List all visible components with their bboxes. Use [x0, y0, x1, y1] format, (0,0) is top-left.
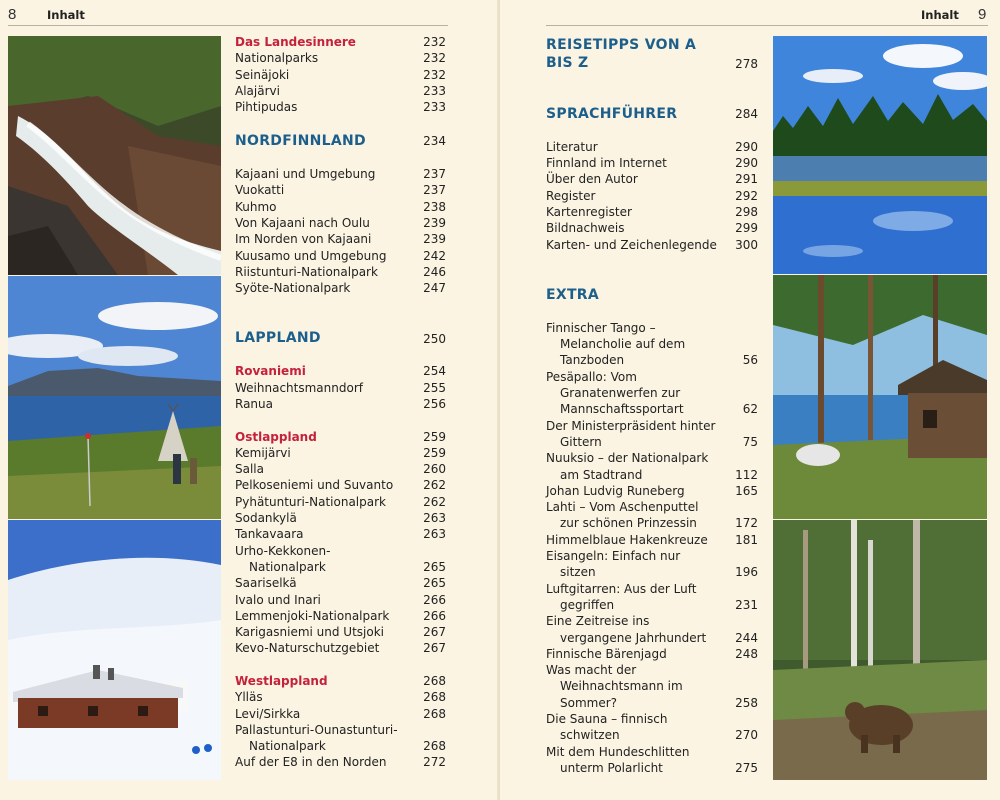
toc-subsection-heading — [235, 673, 446, 689]
toc-title: Alajärvi — [235, 83, 280, 98]
toc-title: Über den Autor — [546, 172, 638, 187]
toc-title: Im Norden von Kajaani — [235, 232, 372, 247]
toc-spacer — [235, 296, 446, 329]
toc-page-number: 172 — [735, 516, 758, 531]
toc-entry — [235, 380, 446, 396]
toc-title: Ostlappland — [235, 429, 317, 444]
toc-entry — [546, 320, 758, 369]
toc-page-number: 232 — [423, 67, 446, 82]
toc-entry — [235, 248, 446, 264]
toc-title: Pesäpallo: Vom Granatenwerfen zur Mannschaftssportart — [546, 369, 684, 417]
toc-entry — [546, 237, 758, 253]
toc-page-number: 234 — [423, 134, 446, 149]
winter-cabin-photo — [8, 520, 221, 780]
toc-page-number: 298 — [735, 205, 758, 220]
toc-title: Tankavaara — [235, 527, 304, 542]
toc-left — [235, 34, 446, 771]
toc-title: Das Landesinnere — [235, 35, 356, 49]
toc-title: REISETIPPS VON A BIS Z — [546, 37, 697, 71]
toc-entry — [235, 706, 446, 722]
toc-entry — [235, 477, 446, 493]
toc-entry — [235, 396, 446, 412]
toc-title: Kemijärvi — [235, 445, 291, 460]
toc-section-heading — [235, 132, 446, 150]
toc-page-number: 246 — [423, 264, 446, 279]
toc-page-number: 268 — [423, 690, 446, 705]
toc-page-number: 267 — [423, 641, 446, 656]
toc-page-number: 181 — [735, 532, 758, 547]
toc-title: Pyhätunturi-Nationalpark — [235, 494, 386, 509]
toc-entry — [546, 613, 758, 646]
right-page-number: 9 — [978, 6, 987, 23]
toc-title: Kuhmo — [235, 199, 277, 214]
toc-title: Seinäjoki — [235, 67, 290, 82]
toc-title: Himmelblaue Hakenkreuze — [546, 532, 708, 547]
toc-title: Literatur — [546, 139, 598, 154]
toc-title: Karigasniemi und Utsjoki — [235, 625, 385, 640]
toc-title: Lahti – Vom Aschenputtel zur schönen Prinzessin — [546, 500, 699, 531]
toc-entry — [235, 575, 446, 591]
toc-page-number: 242 — [423, 248, 446, 263]
toc-page-number: 254 — [423, 364, 446, 379]
right-running-head: Inhalt — [921, 8, 959, 22]
toc-page-number: 259 — [423, 429, 446, 444]
toc-title: Pihtipudas — [235, 100, 298, 115]
toc-subsection-heading — [235, 34, 446, 50]
toc-right — [546, 36, 758, 776]
toc-spacer — [546, 72, 758, 105]
toc-entry — [546, 548, 758, 581]
toc-page-number: 250 — [423, 331, 446, 346]
toc-page-number: 290 — [735, 139, 758, 154]
toc-title: Von Kajaani nach Oulu — [235, 215, 370, 230]
toc-entry — [235, 215, 446, 231]
toc-entry — [235, 231, 446, 247]
toc-entry — [546, 204, 758, 220]
toc-title: Weihnachtsmanndorf — [235, 380, 363, 395]
toc-entry — [235, 83, 446, 99]
toc-title: Mit dem Hundeschlitten unterm Polarlicht — [546, 744, 690, 775]
toc-entry — [235, 624, 446, 640]
toc-page-number: 275 — [735, 760, 758, 775]
left-running-head: Inhalt — [47, 8, 85, 22]
left-header-rule — [8, 25, 448, 26]
toc-entry — [546, 646, 758, 662]
lake-tipi-photo — [8, 276, 221, 519]
toc-page-number: 56 — [742, 353, 758, 368]
toc-title: Urho-Kekkonen-Nationalpark — [235, 543, 331, 574]
toc-title: Johan Ludvig Runeberg — [546, 483, 685, 498]
toc-title: Eine Zeitreise ins vergangene Jahrhundert — [546, 614, 707, 645]
toc-spacer — [235, 347, 446, 363]
toc-page-number: 233 — [423, 100, 446, 115]
toc-page-number: 268 — [423, 673, 446, 688]
toc-entry — [235, 494, 446, 510]
toc-title: Kajaani und Umgebung — [235, 167, 376, 182]
toc-page-number: 299 — [735, 221, 758, 236]
toc-page-number: 284 — [735, 107, 758, 122]
toc-page-number: 232 — [423, 51, 446, 66]
toc-page-number: 266 — [423, 592, 446, 607]
toc-page-number: 232 — [423, 35, 446, 49]
toc-page-number: 256 — [423, 396, 446, 411]
toc-title: Ylläs — [235, 690, 263, 705]
toc-title: LAPPLAND — [235, 330, 321, 347]
toc-entry — [546, 662, 758, 711]
toc-page-number: 272 — [423, 755, 446, 770]
toc-entry — [546, 139, 758, 155]
toc-entry — [235, 543, 446, 576]
toc-page-number: 165 — [735, 483, 758, 498]
toc-section-heading — [546, 105, 758, 123]
toc-title: Syöte-Nationalpark — [235, 281, 351, 296]
toc-title: NORDFINNLAND — [235, 132, 366, 149]
toc-page-number: 263 — [423, 527, 446, 542]
toc-spacer — [235, 150, 446, 166]
toc-page-number: 267 — [423, 625, 446, 640]
toc-entry — [235, 166, 446, 182]
toc-title: Register — [546, 188, 596, 203]
toc-title: Sodankylä — [235, 511, 297, 526]
toc-entry — [235, 526, 446, 542]
toc-section-heading — [546, 286, 758, 304]
toc-entry — [546, 155, 758, 171]
toc-entry — [546, 711, 758, 744]
toc-page-number: 239 — [423, 232, 446, 247]
toc-page-number: 238 — [423, 199, 446, 214]
toc-title: Karten- und Zeichenlegende — [546, 237, 717, 252]
toc-page-number: 300 — [735, 237, 758, 252]
toc-entry — [546, 450, 758, 483]
toc-title: Kartenregister — [546, 205, 632, 220]
toc-title: Vuokatti — [235, 183, 285, 198]
toc-page-number: 263 — [423, 511, 446, 526]
toc-spacer — [546, 304, 758, 320]
toc-entry — [546, 581, 758, 614]
toc-entry — [546, 744, 758, 777]
toc-entry — [235, 722, 446, 755]
toc-page-number: 270 — [735, 728, 758, 743]
toc-page-number: 290 — [735, 156, 758, 171]
right-header-rule — [546, 25, 988, 26]
toc-entry — [546, 499, 758, 532]
right-page — [500, 0, 1000, 800]
toc-spacer — [235, 657, 446, 673]
toc-entry — [235, 50, 446, 66]
toc-page-number: 262 — [423, 494, 446, 509]
toc-page-number: 237 — [423, 167, 446, 182]
toc-entry — [235, 754, 446, 770]
toc-page-number: 75 — [742, 434, 758, 449]
toc-entry — [546, 532, 758, 548]
toc-page-number: 291 — [735, 172, 758, 187]
toc-entry — [235, 280, 446, 296]
waterfall-photo — [8, 36, 221, 275]
toc-subsection-heading — [235, 363, 446, 379]
toc-title: Levi/Sirkka — [235, 706, 301, 721]
toc-title: Salla — [235, 462, 264, 477]
toc-entry — [235, 182, 446, 198]
toc-title: Luftgitarren: Aus der Luft gegriffen — [546, 581, 697, 612]
toc-title: Ranua — [235, 396, 273, 411]
toc-title: Die Sauna – finnisch schwitzen — [546, 711, 668, 743]
toc-subsection-heading — [235, 429, 446, 445]
lakeside-cabin-photo — [773, 275, 987, 519]
forest-lake-photo — [773, 36, 987, 274]
toc-section-heading — [546, 36, 758, 72]
toc-title: Nationalparks — [235, 51, 319, 66]
toc-entry — [235, 67, 446, 83]
toc-entry — [235, 592, 446, 608]
toc-page-number: 62 — [742, 402, 758, 417]
toc-title: Finnischer Tango – Melancholie auf dem Tanzboden — [546, 320, 686, 368]
toc-entry — [235, 199, 446, 215]
toc-page-number: 265 — [423, 576, 446, 591]
toc-entry — [546, 171, 758, 187]
toc-page-number: 265 — [423, 559, 446, 574]
toc-title: Lemmenjoki-Nationalpark — [235, 608, 390, 623]
brown-bear-photo — [773, 520, 987, 780]
toc-title: Eisangeln: Einfach nur sitzen — [546, 549, 681, 580]
toc-section-heading — [235, 329, 446, 347]
toc-page-number: 233 — [423, 83, 446, 98]
toc-entry — [235, 608, 446, 624]
toc-title: Kuusamo und Umgebung — [235, 248, 387, 263]
toc-title: SPRACHFÜHRER — [546, 105, 678, 122]
toc-entry — [235, 461, 446, 477]
toc-title: Finnland im Internet — [546, 156, 667, 171]
toc-title: Riistunturi-Nationalpark — [235, 264, 378, 279]
toc-page-number: 237 — [423, 183, 446, 198]
toc-title: Pelkoseniemi und Suvanto — [235, 478, 394, 493]
toc-entry — [546, 418, 758, 451]
toc-title: Finnische Bärenjagd — [546, 646, 667, 661]
toc-entry — [235, 445, 446, 461]
toc-entry — [235, 99, 446, 115]
toc-page-number: 262 — [423, 478, 446, 493]
toc-title: Kevo-Naturschutzgebiet — [235, 641, 380, 656]
toc-entry — [235, 640, 446, 656]
toc-entry — [235, 510, 446, 526]
toc-page-number: 244 — [735, 630, 758, 645]
toc-page-number: 247 — [423, 281, 446, 296]
toc-spacer — [235, 115, 446, 131]
toc-title: Nuuksio – der Nationalpark am Stadtrand — [546, 451, 709, 482]
toc-page-number: 196 — [735, 565, 758, 580]
toc-page-number: 112 — [735, 467, 758, 482]
toc-title: Was macht der Weihnachtsmann im Sommer? — [546, 663, 683, 710]
toc-page-number: 231 — [735, 597, 758, 612]
toc-page-number: 255 — [423, 380, 446, 395]
toc-title: EXTRA — [546, 286, 600, 303]
toc-entry — [546, 369, 758, 418]
toc-title: Auf der E8 in den Norden — [235, 755, 387, 770]
toc-page-number: 268 — [423, 706, 446, 721]
toc-spacer — [546, 253, 758, 286]
toc-page-number: 266 — [423, 608, 446, 623]
toc-page-number: 268 — [423, 739, 446, 754]
toc-page-number: 259 — [423, 445, 446, 460]
toc-title: Rovaniemi — [235, 364, 306, 379]
toc-entry — [235, 264, 446, 280]
toc-page-number: 260 — [423, 462, 446, 477]
toc-title: Ivalo und Inari — [235, 592, 321, 607]
toc-page-number: 239 — [423, 215, 446, 230]
left-page-number: 8 — [8, 6, 17, 23]
toc-spacer — [235, 412, 446, 428]
toc-page-number: 278 — [735, 56, 758, 71]
toc-page-number: 292 — [735, 188, 758, 203]
toc-page-number: 258 — [735, 695, 758, 710]
toc-title: Saariselkä — [235, 576, 297, 591]
toc-title: Westlappland — [235, 673, 328, 688]
toc-spacer — [546, 123, 758, 139]
toc-entry — [235, 689, 446, 705]
toc-title: Pallastunturi-Ounastunturi-Nationalpark — [235, 722, 398, 754]
toc-entry — [546, 188, 758, 204]
toc-title: Der Ministerpräsident hinter Gittern — [546, 418, 716, 449]
toc-title: Bildnachweis — [546, 221, 625, 236]
toc-entry — [546, 483, 758, 499]
toc-page-number: 248 — [735, 646, 758, 661]
toc-entry — [546, 220, 758, 236]
